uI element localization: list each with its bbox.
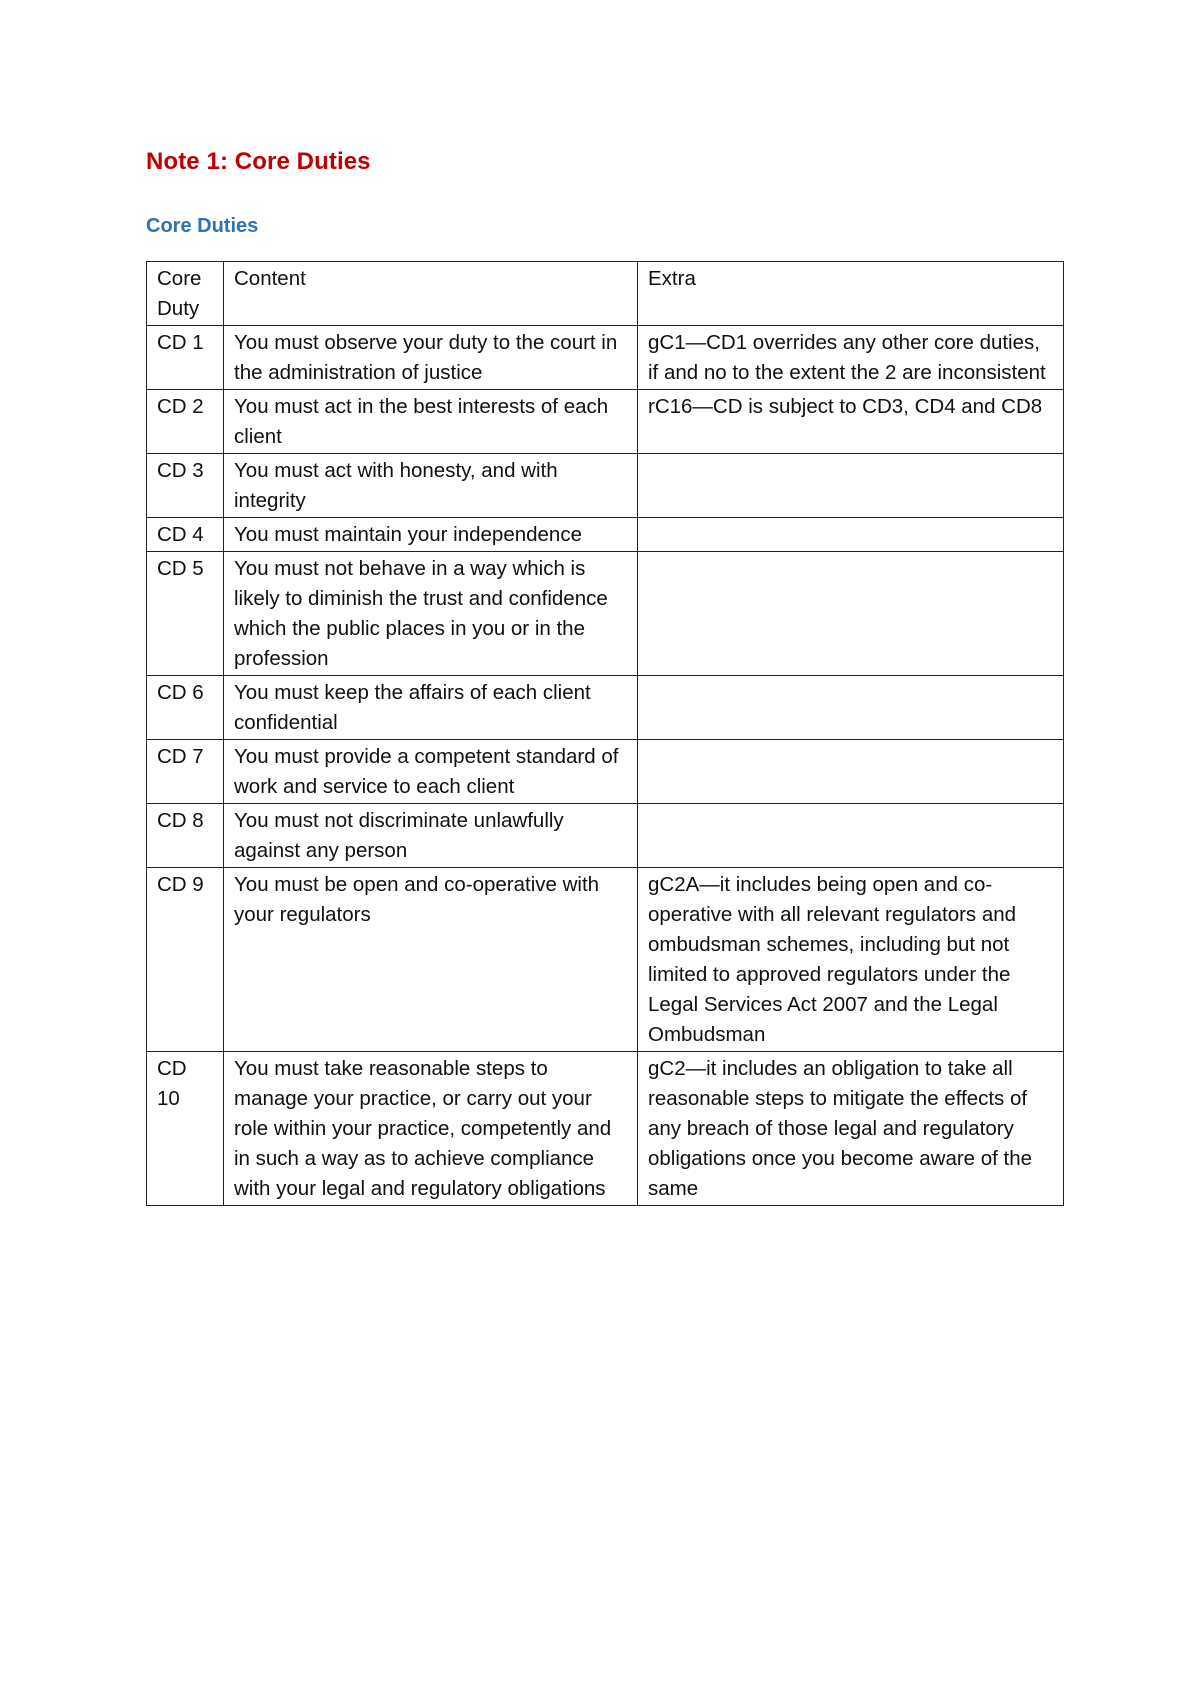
content-cell: You must take reasonable steps to manage your practice, or carry out your role within your practice, competently and in such a way as to achieve compliance with your legal and regulatory obligations xyxy=(224,1052,638,1206)
table-row xyxy=(147,740,1064,804)
duty-cell: CD 3 xyxy=(147,454,224,518)
header-content: Content xyxy=(224,262,638,326)
table-row xyxy=(147,804,1064,868)
content-cell: You must keep the affairs of each client confidential xyxy=(224,676,638,740)
content-cell: You must be open and co-operative with your regulators xyxy=(224,868,638,1052)
header-extra: Extra xyxy=(638,262,1064,326)
extra-cell xyxy=(638,740,1064,804)
extra-cell xyxy=(638,518,1064,552)
extra-cell: gC2—it includes an obligation to take all reasonable steps to mitigate the effects of any breach of those legal and regulatory obligations once you become aware of the same xyxy=(638,1052,1064,1206)
extra-cell xyxy=(638,676,1064,740)
content-cell: You must act in the best interests of each client xyxy=(224,390,638,454)
table-row xyxy=(147,454,1064,518)
table-row xyxy=(147,868,1064,1052)
duty-cell: CD 4 xyxy=(147,518,224,552)
duty-cell: CD 8 xyxy=(147,804,224,868)
table-row xyxy=(147,676,1064,740)
table-row xyxy=(147,1052,1064,1206)
extra-cell xyxy=(638,552,1064,676)
duty-cell: CD 2 xyxy=(147,390,224,454)
content-cell: You must not discriminate unlawfully against any person xyxy=(224,804,638,868)
section-heading: Core Duties xyxy=(146,215,259,237)
table-row xyxy=(147,518,1064,552)
table-row xyxy=(147,326,1064,390)
duty-cell: CD 6 xyxy=(147,676,224,740)
duty-cell: CD 5 xyxy=(147,552,224,676)
table-row xyxy=(147,390,1064,454)
table-header-row xyxy=(147,262,1064,326)
core-duties-table xyxy=(146,261,1064,1206)
table-row xyxy=(147,552,1064,676)
header-core-duty: Core Duty xyxy=(147,262,224,326)
extra-cell xyxy=(638,804,1064,868)
extra-cell: rC16—CD is subject to CD3, CD4 and CD8 xyxy=(638,390,1064,454)
duty-cell: CD 7 xyxy=(147,740,224,804)
content-cell: You must observe your duty to the court in the administration of justice xyxy=(224,326,638,390)
content-cell: You must act with honesty, and with integrity xyxy=(224,454,638,518)
content-cell: You must maintain your independence xyxy=(224,518,638,552)
content-cell: You must provide a competent standard of work and service to each client xyxy=(224,740,638,804)
extra-cell: gC2A—it includes being open and co-operative with all relevant regulators and ombudsman schemes, including but not limited to approved regulators under the Legal Services Act 2007 and the Legal Ombudsman xyxy=(638,868,1064,1052)
content-cell: You must not behave in a way which is likely to diminish the trust and confidence which the public places in you or in the profession xyxy=(224,552,638,676)
extra-cell: gC1—CD1 overrides any other core duties, if and no to the extent the 2 are inconsistent xyxy=(638,326,1064,390)
page-title: Note 1: Core Duties xyxy=(146,148,371,175)
extra-cell xyxy=(638,454,1064,518)
duty-cell: CD 9 xyxy=(147,868,224,1052)
duty-cell: CD 1 xyxy=(147,326,224,390)
duty-cell: CD 10 xyxy=(147,1052,224,1206)
